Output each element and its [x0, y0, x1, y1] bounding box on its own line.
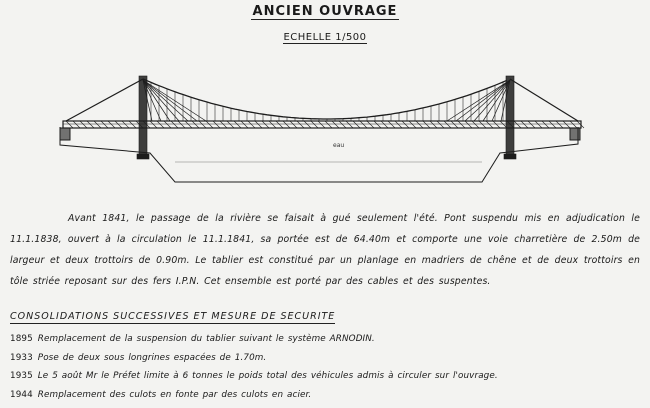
truss-diagonal — [339, 121, 346, 128]
main-cable — [143, 79, 507, 119]
consolidation-item — [10, 386, 640, 405]
truss-diagonal — [360, 121, 367, 128]
truss-diagonal — [423, 121, 430, 128]
truss-diagonal — [262, 121, 269, 128]
truss-diagonal — [444, 121, 451, 128]
truss-diagonal — [374, 121, 381, 128]
consolidation-text: Pose de deux sous longrines espacées de 1.70m. — [37, 352, 267, 363]
truss-diagonal — [227, 121, 234, 128]
consolidation-year: 1944 — [10, 389, 33, 400]
truss-diagonal — [206, 121, 213, 128]
truss-diagonal — [465, 121, 472, 128]
truss-diagonal — [570, 121, 577, 128]
truss-diagonal — [213, 121, 220, 128]
truss-diagonal — [409, 121, 416, 128]
truss-diagonal — [234, 121, 241, 128]
water-label: eau — [333, 142, 345, 149]
truss-diagonal — [157, 121, 164, 128]
truss-diagonal — [549, 121, 556, 128]
truss-diagonal — [311, 121, 318, 128]
truss-diagonal — [150, 121, 157, 128]
truss-diagonal — [493, 121, 500, 128]
consolidation-text: Le 5 août Mr le Préfet limite à 6 tonnes le poids total des véhicules admis à circuler sur l'ouvrage. — [37, 371, 498, 381]
truss-diagonal — [367, 121, 374, 128]
truss-diagonal — [325, 121, 332, 128]
stay-cable — [447, 80, 510, 121]
truss-diagonal — [451, 121, 458, 128]
history-paragraph: Avant 1841, le passage de la rivière se faisait à gué seulement l'été. Pont suspendu mis en adjudication le 11.1.1838, ouvert à la circulation le 11.1.1841, sa portée est de 64.40m et comporte une voie charretière de 2.50m de largeur et deux trottoirs de 0.90m. Le tablier est constitué par un planlage en madriers de chêne et de deux trottoirs en tôle striée reposant sur des fers I.P.N. Cet ensemble est porté par des cables et des suspentes. — [10, 213, 640, 287]
consolidation-year: 1935 — [10, 371, 33, 381]
truss-diagonal — [80, 121, 87, 128]
consolidation-item — [10, 367, 640, 386]
truss-diagonal — [332, 121, 339, 128]
consolidation-text: Remplacement de la suspension du tablier suivant le système ARNODIN. — [37, 334, 375, 344]
truss-diagonal — [542, 121, 549, 128]
truss-diagonal — [388, 121, 395, 128]
tower-base — [504, 154, 516, 159]
truss-diagonal — [479, 121, 486, 128]
truss-diagonal — [87, 121, 94, 128]
truss-diagonal — [66, 121, 73, 128]
truss-diagonal — [430, 121, 437, 128]
stay-cable — [143, 80, 188, 121]
consolidations-list — [10, 330, 640, 404]
truss-diagonal — [318, 121, 325, 128]
scale-label: ECHELLE 1/500 — [283, 32, 367, 43]
truss-diagonal — [101, 121, 108, 128]
consolidation-year: 1933 — [10, 352, 33, 363]
page-title: ANCIEN OUVRAGE — [252, 4, 398, 19]
left-backstay — [66, 79, 143, 121]
truss-diagonal — [129, 121, 136, 128]
truss-diagonal — [283, 121, 290, 128]
truss-diagonal — [290, 121, 297, 128]
truss-diagonal — [563, 121, 570, 128]
truss-diagonal — [402, 121, 409, 128]
truss-diagonal — [353, 121, 360, 128]
truss-diagonal — [220, 121, 227, 128]
truss-diagonal — [94, 121, 101, 128]
truss-diagonal — [381, 121, 388, 128]
truss-diagonal — [164, 121, 171, 128]
truss-diagonal — [437, 121, 444, 128]
consolidations-heading: CONSOLIDATIONS SUCCESSIVES ET MESURE DE SECURITE — [10, 311, 336, 322]
truss-diagonal — [241, 121, 248, 128]
truss-diagonal — [346, 121, 353, 128]
truss-diagonal — [269, 121, 276, 128]
stay-cable — [143, 80, 206, 121]
truss-diagonal — [115, 121, 122, 128]
left-abutment — [60, 128, 70, 140]
truss-diagonal — [108, 121, 115, 128]
truss-diagonal — [416, 121, 423, 128]
truss-diagonal — [304, 121, 311, 128]
truss-diagonal — [556, 121, 563, 128]
truss-diagonal — [528, 121, 535, 128]
truss-diagonal — [521, 121, 528, 128]
right-abutment — [570, 128, 580, 140]
stay-cable — [456, 80, 510, 121]
truss-diagonal — [486, 121, 493, 128]
consolidation-text: Remplacement des culots en fonte par des culots en acier. — [37, 389, 312, 400]
truss-diagonal — [73, 121, 80, 128]
truss-diagonal — [185, 121, 192, 128]
suspension-bridge — [60, 76, 584, 182]
truss-diagonal — [472, 121, 479, 128]
truss-diagonal — [255, 121, 262, 128]
tower-base — [137, 154, 149, 159]
consolidation-item — [10, 349, 640, 368]
bridge-elevation-drawing — [0, 60, 650, 190]
truss-diagonal — [514, 121, 521, 128]
truss-diagonal — [458, 121, 465, 128]
consolidation-year: 1895 — [10, 334, 33, 344]
truss-diagonal — [171, 121, 178, 128]
consolidation-item — [10, 330, 640, 349]
truss-diagonal — [178, 121, 185, 128]
truss-diagonal — [395, 121, 402, 128]
tower — [506, 76, 514, 157]
truss-diagonal — [297, 121, 304, 128]
truss-diagonal — [122, 121, 129, 128]
truss-diagonal — [535, 121, 542, 128]
right-backstay — [510, 79, 578, 121]
truss-diagonal — [192, 121, 199, 128]
truss-diagonal — [248, 121, 255, 128]
truss-diagonal — [199, 121, 206, 128]
tower — [139, 76, 147, 157]
truss-diagonal — [276, 121, 283, 128]
